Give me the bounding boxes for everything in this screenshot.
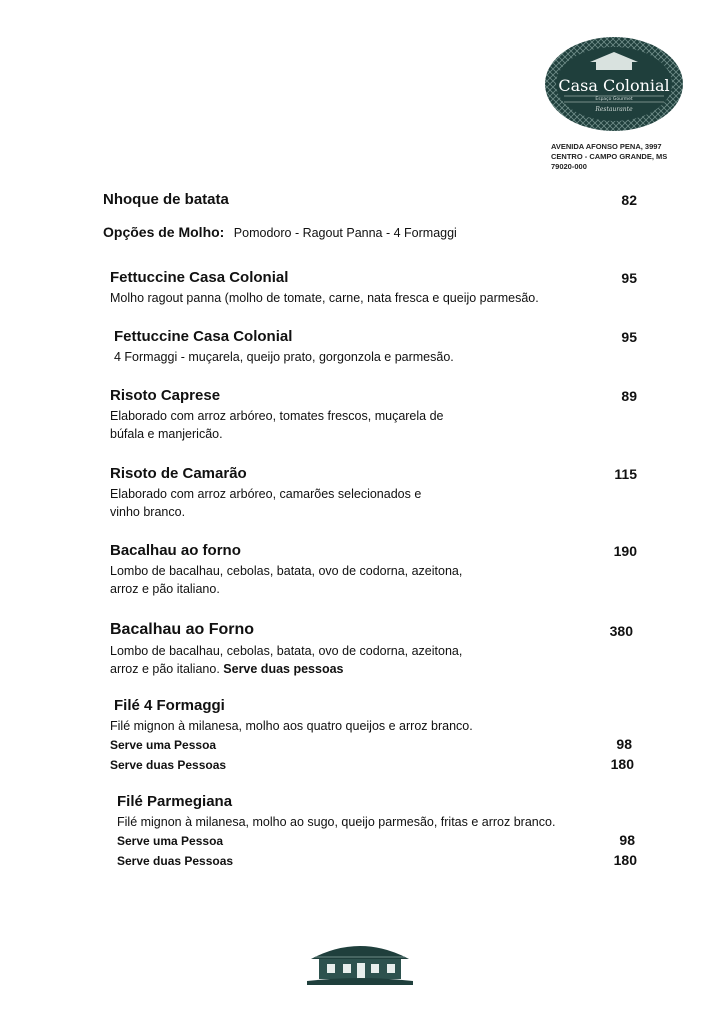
- item-price: 190: [613, 543, 637, 559]
- item-desc: Elaborado com arroz arbóreo, tomates frescos, muçarela de: [110, 409, 444, 423]
- sauce-options: [103, 224, 457, 242]
- item-name: Bacalhau ao Forno: [110, 621, 255, 638]
- address-block: [551, 142, 691, 172]
- serving-label: Serve duas Pessoas: [117, 854, 234, 868]
- item-name-file-parmegiana: Filé Parmegiana: [117, 793, 233, 810]
- svg-text:Restaurante: Restaurante: [595, 106, 633, 113]
- serving-price: 98: [619, 832, 635, 848]
- item-name: Bacalhau ao forno: [110, 542, 241, 559]
- item-desc: vinho branco.: [110, 505, 186, 519]
- svg-text:Casa Colonial: Casa Colonial: [558, 76, 670, 95]
- item-name: Fettuccine Casa Colonial: [110, 269, 289, 286]
- sauce-label: Opções de Molho:: [103, 224, 225, 240]
- address-line: AVENIDA AFONSO PENA, 3997: [551, 142, 662, 151]
- restaurant-logo: [544, 36, 684, 132]
- serving-price: 180: [613, 852, 637, 868]
- item-desc: [110, 660, 344, 678]
- item-price: 380: [609, 623, 633, 639]
- serving-note: Serve duas pessoas: [223, 662, 344, 676]
- serving-label: Serve uma Pessoa: [117, 834, 224, 848]
- item-name: Risoto de Camarão: [110, 465, 247, 482]
- serving-price: 98: [616, 736, 632, 752]
- svg-text:Espaço Gourmet: Espaço Gourmet: [595, 97, 633, 102]
- item-name-file-4-formaggi: Filé 4 Formaggi: [114, 697, 225, 714]
- item-desc: Filé mignon à milanesa, molho ao sugo, queijo parmesão, fritas e arroz branco.: [117, 815, 556, 829]
- item-desc: Lombo de bacalhau, cebolas, batata, ovo de codorna, azeitona,: [110, 564, 463, 578]
- item-price: 95: [621, 270, 637, 286]
- item-desc: búfala e manjericão.: [110, 427, 223, 441]
- item-price: 95: [621, 329, 637, 345]
- item-price: 115: [614, 466, 637, 482]
- item-desc: 4 Formaggi - muçarela, queijo prato, gorgonzola e parmesão.: [114, 350, 454, 364]
- house-illustration: [305, 935, 415, 987]
- item-price-nhoque: 82: [621, 192, 637, 208]
- address-line: 79020-000: [551, 162, 587, 171]
- item-desc: Lombo de bacalhau, cebolas, batata, ovo de codorna, azeitona,: [110, 644, 463, 658]
- item-desc-text: arroz e pão italiano.: [110, 662, 220, 676]
- item-desc: arroz e pão italiano.: [110, 582, 220, 596]
- item-name-nhoque: Nhoque de batata: [103, 191, 229, 208]
- address-line: CENTRO - CAMPO GRANDE, MS: [551, 152, 668, 161]
- item-name: Risoto Caprese: [110, 387, 221, 404]
- serving-label: Serve uma Pessoa: [110, 738, 217, 752]
- sauce-options-text: Pomodoro - Ragout Panna - 4 Formaggi: [233, 226, 457, 240]
- item-price: 89: [621, 388, 637, 404]
- item-desc: Filé mignon à milanesa, molho aos quatro queijos e arroz branco.: [110, 719, 473, 733]
- serving-label: Serve duas Pessoas: [110, 758, 227, 772]
- item-desc: Elaborado com arroz arbóreo, camarões selecionados e: [110, 487, 422, 501]
- item-desc: Molho ragout panna (molho de tomate, carne, nata fresca e queijo parmesão.: [110, 291, 539, 305]
- item-name: Fettuccine Casa Colonial: [114, 328, 293, 345]
- serving-price: 180: [610, 756, 634, 772]
